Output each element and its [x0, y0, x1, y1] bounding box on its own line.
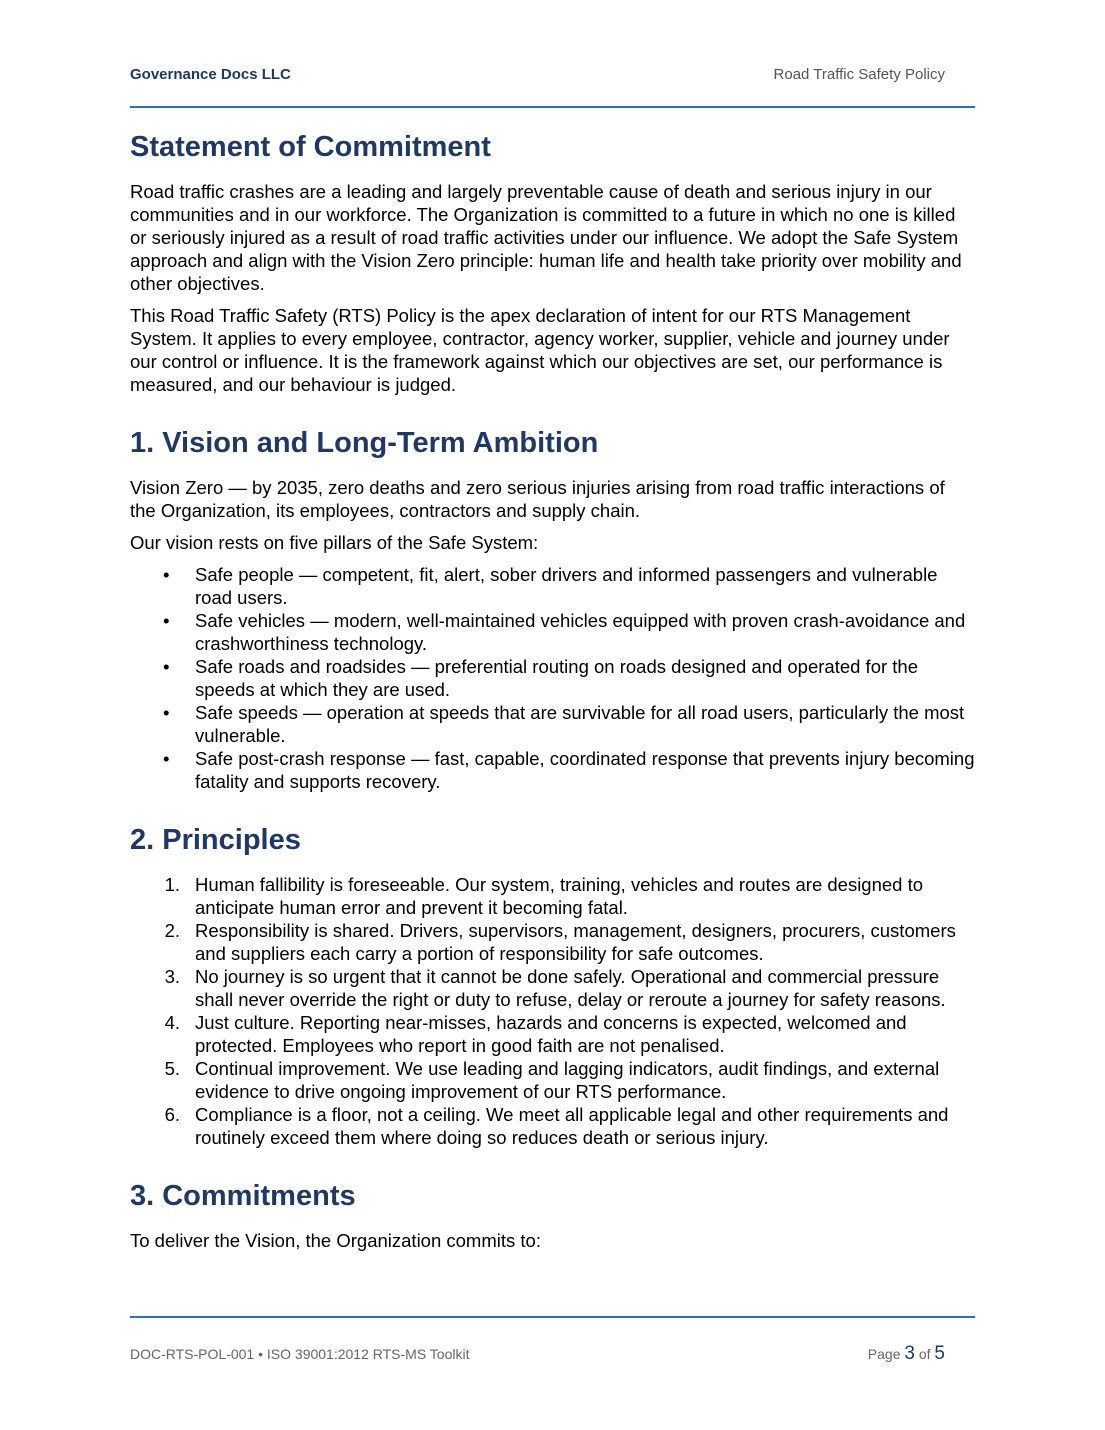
page-indicator: [868, 1343, 945, 1365]
section-heading: 3. Commitments: [130, 1180, 356, 1212]
list-item-text: Safe speeds — operation at speeds that are survivable for all road users, particularly the most vulnerable.: [195, 702, 965, 746]
footer-divider: [130, 1316, 975, 1318]
paragraph: Road traffic crashes are a leading and largely preventable cause of death and serious injury in our communities and in our workforce. The Organization is committed to a future in which no one is killed or seriously injured as a result of road traffic activities under our influence. We adopt the Safe System approach and align with the Vision Zero principle: human life and health take priority over mobility and other objectives.: [130, 181, 962, 294]
list-item-text: Human fallibility is foreseeable. Our system, training, vehicles and routes are designed to anticipate human error and prevent it becoming fatal.: [195, 874, 924, 918]
commitments-section: [130, 1175, 975, 1252]
list-item: [130, 1057, 975, 1103]
list-item: [130, 1011, 975, 1057]
bullet-icon: •: [163, 564, 170, 585]
list-item: [130, 965, 975, 1011]
page-of-label: of: [918, 1346, 931, 1362]
paragraph: Our vision rests on five pillars of the Safe System:: [130, 532, 539, 553]
paragraph: To deliver the Vision, the Organization commits to:: [130, 1230, 541, 1251]
paragraph: This Road Traffic Safety (RTS) Policy is the apex declaration of intent for our RTS Management System. It applies to every employee, contractor, agency worker, supplier, vehicle and journey under our control or influence. It is the framework against which our objectives are set, our performance is measured, and our behaviour is judged.: [130, 305, 950, 395]
bullet-icon: •: [163, 702, 170, 723]
document-title: Road Traffic Safety Policy: [773, 65, 945, 83]
list-item: [130, 609, 975, 655]
list-number: 1.: [164, 874, 180, 895]
section-heading: 2. Principles: [130, 824, 301, 856]
list-item-text: Just culture. Reporting near-misses, hazards and concerns is expected, welcomed and protected. Employees who report in good faith are not penalised.: [195, 1012, 907, 1056]
list-item: [130, 563, 975, 609]
list-item: [130, 655, 975, 701]
list-item-text: Safe roads and roadsides — preferential routing on roads designed and operated for the speeds at which they are used.: [195, 656, 919, 700]
principles-section: [130, 819, 975, 1149]
list-item: [130, 873, 975, 919]
section-heading: 1. Vision and Long-Term Ambition: [130, 427, 599, 459]
list-item-text: Safe vehicles — modern, well-maintained vehicles equipped with proven crash-avoidance and crashworthiness technology.: [195, 610, 966, 654]
pillars-list: [130, 563, 975, 793]
page-body: [130, 126, 975, 1252]
bullet-icon: •: [163, 748, 170, 769]
page-label: Page: [867, 1346, 901, 1362]
total-pages-number: 5: [934, 1343, 945, 1364]
list-number: 5.: [164, 1058, 180, 1079]
page-footer: [130, 1343, 945, 1369]
current-page-number: 3: [904, 1343, 915, 1364]
paragraph: Vision Zero — by 2035, zero deaths and zero serious injuries arising from road traffic interactions of the Organization, its employees, contractors and supply chain.: [130, 477, 945, 521]
section-heading: Statement of Commitment: [130, 131, 491, 163]
company-name: Governance Docs LLC: [130, 65, 291, 83]
list-item-text: Compliance is a floor, not a ceiling. We meet all applicable legal and other requirements and routinely exceed them where doing so reduces death or serious injury.: [195, 1104, 949, 1148]
list-number: 6.: [164, 1104, 180, 1125]
list-number: 3.: [164, 966, 180, 987]
principles-list: [130, 873, 975, 1149]
bullet-icon: •: [163, 610, 170, 631]
list-item: [130, 1103, 975, 1149]
list-item-text: Safe people — competent, fit, alert, sober drivers and informed passengers and vulnerable road users.: [195, 564, 938, 608]
list-item-text: Continual improvement. We use leading and lagging indicators, audit findings, and external evidence to drive ongoing improvement of our RTS performance.: [195, 1058, 940, 1102]
list-item: [130, 747, 975, 793]
statement-of-commitment-section: [130, 126, 975, 396]
list-item-text: Safe post-crash response — fast, capable, coordinated response that prevents injury becoming fatality and supports recovery.: [195, 748, 975, 792]
document-reference: DOC-RTS-POL-001 • ISO 39001:2012 RTS-MS Toolkit: [130, 1346, 470, 1362]
header-divider: [130, 106, 975, 108]
vision-section: [130, 422, 975, 793]
bullet-icon: •: [163, 656, 170, 677]
list-item: [130, 701, 975, 747]
list-item: [130, 919, 975, 965]
list-item-text: No journey is so urgent that it cannot be done safely. Operational and commercial pressure shall never override the right or duty to refuse, delay or reroute a journey for safety reasons.: [195, 966, 946, 1010]
list-number: 2.: [164, 920, 180, 941]
page-header: [130, 62, 945, 86]
list-number: 4.: [164, 1012, 180, 1033]
list-item-text: Responsibility is shared. Drivers, supervisors, management, designers, procurers, customers and suppliers each carry a portion of responsibility for safe outcomes.: [195, 920, 956, 964]
